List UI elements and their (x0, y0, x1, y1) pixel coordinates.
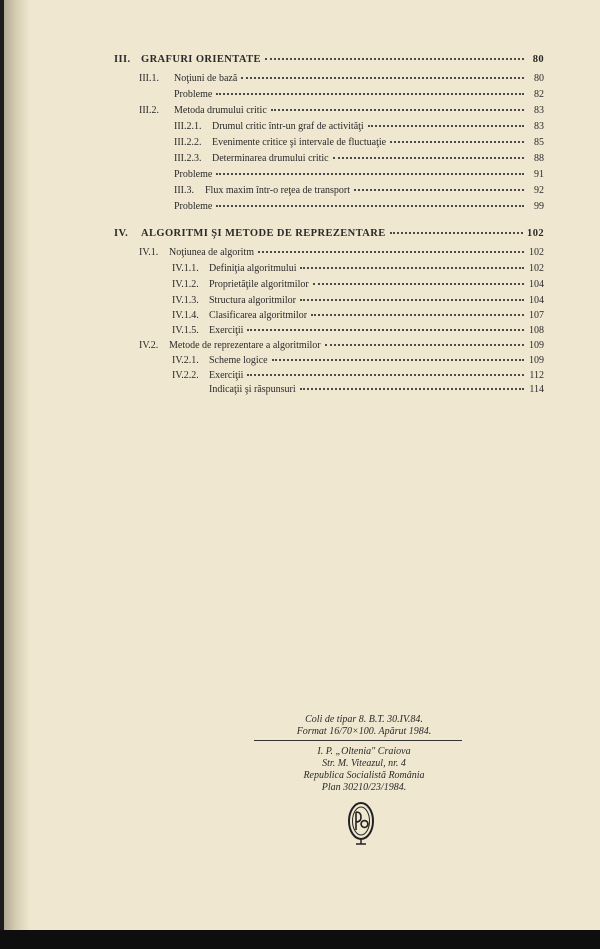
toc-entry (172, 276, 544, 291)
toc-page: 91 (534, 169, 544, 180)
colophon-line: I. P. „Oltenia" Craiova (317, 746, 411, 757)
toc-entry (209, 381, 544, 396)
publisher-logo-icon (346, 800, 376, 846)
toc-title: Definiţia algoritmului (209, 263, 297, 274)
dot-leader (311, 305, 524, 316)
toc-number: IV. (114, 228, 129, 239)
toc-title: Indicaţii şi răspunsuri (209, 384, 296, 395)
toc-title: Exerciţii (209, 370, 244, 381)
dot-leader (216, 84, 524, 95)
toc-page: 102 (529, 247, 544, 258)
toc-entry (174, 150, 544, 165)
dot-leader (265, 49, 524, 60)
dot-leader (354, 180, 524, 191)
dot-leader (241, 68, 524, 79)
dot-leader (390, 223, 523, 234)
dot-leader (271, 100, 524, 111)
toc-title: Probleme (174, 89, 213, 100)
toc-title: Determinarea drumului critic (212, 153, 329, 164)
dot-leader (272, 350, 524, 361)
colophon-line: Format 16/70×100. Apărut 1984. (296, 726, 432, 737)
colophon-line: Coli de tipar 8. B.T. 30.IV.84. (305, 714, 423, 725)
toc-entry (139, 70, 544, 85)
toc-chapter-3 (114, 51, 544, 66)
toc-number: IV.2.1. (172, 355, 199, 366)
toc-title: Flux maxim într-o reţea de transport (205, 185, 351, 196)
toc-page: 104 (529, 279, 544, 290)
dot-leader (216, 164, 524, 175)
dot-leader (247, 320, 524, 331)
toc-title: Noţiunea de algoritm (169, 247, 254, 258)
toc-title: Scheme logice (209, 355, 268, 366)
toc-number: III.2.1. (174, 121, 202, 132)
toc-number: IV.1.5. (172, 325, 199, 336)
toc-page: 80 (534, 73, 544, 84)
toc-entry (174, 134, 544, 149)
toc-number: IV.2.2. (172, 370, 199, 381)
toc-entry (174, 118, 544, 133)
toc-title: Noţiuni de bază (174, 73, 238, 84)
toc-entry (174, 198, 544, 213)
toc-page: 109 (529, 340, 544, 351)
colophon-printer-info (234, 746, 494, 794)
toc-title: GRAFURI ORIENTATE (141, 54, 261, 65)
toc-page: 104 (529, 295, 544, 306)
toc-number: IV.2. (139, 340, 159, 351)
toc-number: III.2. (139, 105, 159, 116)
toc-page: 99 (534, 201, 544, 212)
toc-entry (174, 166, 544, 181)
toc-number: III.1. (139, 73, 159, 84)
colophon-line: Republica Socialistă România (303, 770, 425, 781)
dot-leader (313, 274, 524, 285)
dot-leader (333, 148, 524, 159)
toc-page: 107 (529, 310, 544, 321)
scan-bottom-edge (0, 930, 600, 949)
toc-entry (174, 182, 544, 197)
toc-entry (174, 86, 544, 101)
toc-number: III.2.3. (174, 153, 202, 164)
toc-title: Metoda drumului critic (174, 105, 267, 116)
toc-page: 82 (534, 89, 544, 100)
toc-number: IV.1.4. (172, 310, 199, 321)
dot-leader (216, 196, 524, 207)
toc-page: 83 (534, 105, 544, 116)
toc-entry (139, 102, 544, 117)
dot-leader (368, 116, 524, 127)
colophon-divider (254, 740, 462, 741)
colophon-print-info (234, 714, 494, 738)
dot-leader (258, 242, 524, 253)
toc-title: Exerciţii (209, 325, 244, 336)
toc-page: 83 (534, 121, 544, 132)
toc-title: Evenimente critice şi intervale de fluctuaţie (212, 137, 387, 148)
toc-chapter-4 (114, 225, 544, 240)
toc-number: IV.1.3. (172, 295, 199, 306)
colophon-line: Str. M. Viteazul, nr. 4 (322, 758, 406, 769)
toc-entry (172, 260, 544, 275)
dot-leader (247, 365, 524, 376)
toc-number: IV.1.1. (172, 263, 199, 274)
toc-title: Structura algoritmilor (209, 295, 296, 306)
dot-leader (300, 379, 524, 390)
toc-number: III. (114, 54, 131, 65)
toc-title: Probleme (174, 201, 213, 212)
dot-leader (390, 132, 524, 143)
colophon-line: Plan 30210/23/1984. (321, 782, 407, 793)
toc-page: 109 (529, 355, 544, 366)
dot-leader (300, 290, 524, 301)
toc-title: Metode de reprezentare a algoritmilor (169, 340, 321, 351)
toc-page: 80 (532, 54, 544, 65)
toc-page: 108 (529, 325, 544, 336)
toc-page: 102 (529, 263, 544, 274)
dot-leader (325, 335, 524, 346)
toc-number: III.2.2. (174, 137, 202, 148)
toc-page: 114 (529, 384, 544, 395)
toc-title: Proprietăţile algoritmilor (209, 279, 309, 290)
toc-page: 85 (534, 137, 544, 148)
dot-leader (300, 258, 524, 269)
toc-number: III.3. (174, 185, 194, 196)
toc-title: Drumul critic într-un graf de activităţi (212, 121, 364, 132)
toc-page: 112 (529, 370, 544, 381)
toc-page: 88 (534, 153, 544, 164)
book-page (4, 0, 600, 930)
toc-entry (139, 244, 544, 259)
toc-title: ALGORITMI ŞI METODE DE REPREZENTARE (141, 228, 386, 239)
toc-number: IV.1.2. (172, 279, 199, 290)
toc-page: 102 (527, 228, 544, 239)
toc-number: IV.1. (139, 247, 159, 258)
toc-page: 92 (534, 185, 544, 196)
toc-title: Probleme (174, 169, 213, 180)
toc-title: Clasificarea algoritmilor (209, 310, 308, 321)
